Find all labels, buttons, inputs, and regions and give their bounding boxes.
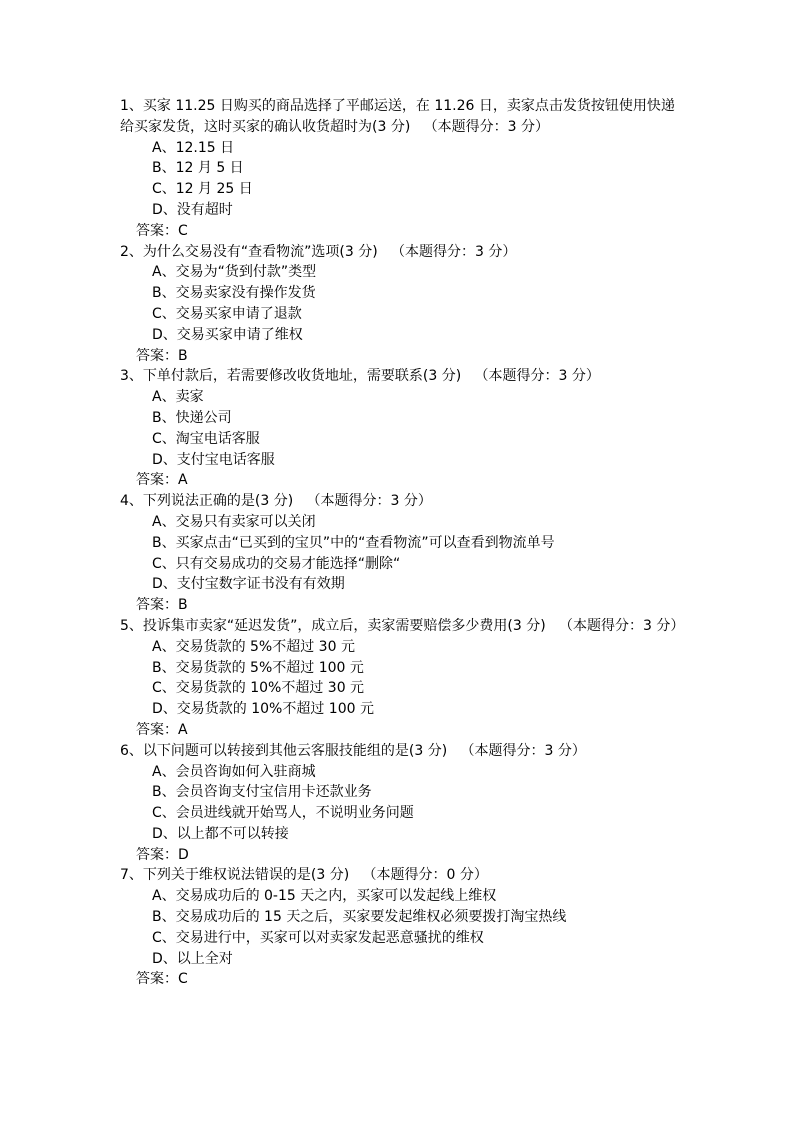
option-a: A、交易只有卖家可以关闭	[152, 513, 316, 530]
option-a: A、卖家	[152, 389, 204, 406]
answer: 答案：C	[136, 222, 188, 239]
option-b: B、交易货款的 5%不超过 100 元	[152, 659, 364, 676]
option-c: C、交易进行中，买家可以对卖家发起恶意骚扰的维权	[152, 929, 484, 946]
option-b: B、交易成功后的 15 天之后，买家要发起维权必须要拨打淘宝热线	[152, 909, 567, 926]
question-block	[120, 366, 680, 491]
option-d: D、没有超时	[152, 201, 233, 218]
question-text: 6、以下问题可以转接到其他云客服技能组的是(3 分) （本题得分：3 分）	[120, 742, 586, 759]
question-block	[120, 741, 680, 866]
question-text: 7、下列关于维权说法错误的是(3 分) （本题得分：0 分）	[120, 867, 488, 884]
option-c: C、12 月 25 日	[152, 181, 253, 198]
question-text: 4、下列说法正确的是(3 分) （本题得分：3 分）	[120, 493, 432, 510]
option-d: D、以上都不可以转接	[152, 825, 289, 842]
answer: 答案：D	[136, 846, 189, 863]
answer: 答案：A	[136, 472, 188, 489]
option-a: A、交易货款的 5%不超过 30 元	[152, 638, 355, 655]
option-a: A、会员咨询如何入驻商城	[152, 763, 316, 780]
option-d: D、支付宝数字证书没有有效期	[152, 576, 345, 593]
question-block	[120, 491, 680, 616]
option-a: A、12.15 日	[152, 139, 235, 156]
quiz-content	[120, 96, 685, 990]
option-d: D、以上全对	[152, 950, 233, 967]
option-b: B、会员咨询支付宝信用卡还款业务	[152, 784, 372, 801]
answer: 答案：B	[136, 597, 188, 614]
answer: 答案：C	[136, 971, 188, 988]
question-text: 3、下单付款后，若需要修改收货地址，需要联系(3 分) （本题得分：3 分）	[120, 368, 600, 385]
option-b: B、买家点击“已买到的宝贝”中的“查看物流”可以查看到物流单号	[152, 534, 555, 551]
option-c: C、交易货款的 10%不超过 30 元	[152, 680, 365, 697]
answer: 答案：A	[136, 721, 188, 738]
option-d: D、交易货款的 10%不超过 100 元	[152, 701, 374, 718]
question-text: 5、投诉集市卖家“延迟发货”，成立后，卖家需要赔偿多少费用(3 分) （本题得分：3 分）	[120, 617, 685, 634]
question-block	[120, 242, 680, 367]
option-c: C、淘宝电话客服	[152, 430, 260, 447]
question-block	[120, 616, 685, 741]
option-b: B、12 月 5 日	[152, 160, 244, 177]
option-a: A、交易为“货到付款”类型	[152, 264, 317, 281]
option-b: B、快递公司	[152, 409, 232, 426]
question-block	[120, 96, 680, 242]
option-c: C、交易买家申请了退款	[152, 305, 302, 322]
option-b: B、交易卖家没有操作发货	[152, 285, 316, 302]
answer: 答案：B	[136, 347, 188, 364]
option-c: C、只有交易成功的交易才能选择“删除“	[152, 555, 401, 572]
option-d: D、交易买家申请了维权	[152, 326, 303, 343]
question-text: 2、为什么交易没有“查看物流”选项(3 分) （本题得分：3 分）	[120, 243, 517, 260]
option-a: A、交易成功后的 0-15 天之内，买家可以发起线上维权	[152, 888, 497, 905]
option-c: C、会员进线就开始骂人，不说明业务问题	[152, 805, 414, 822]
option-d: D、支付宝电话客服	[152, 451, 275, 468]
question-block	[120, 865, 680, 990]
question-text: 1、买家 11.25 日购买的商品选择了平邮运送，在 11.26 日，卖家点击发货按钮使用快递给买家发货，这时买家的确认收货超时为(3 分) （本题得分：3 分）	[120, 98, 675, 135]
